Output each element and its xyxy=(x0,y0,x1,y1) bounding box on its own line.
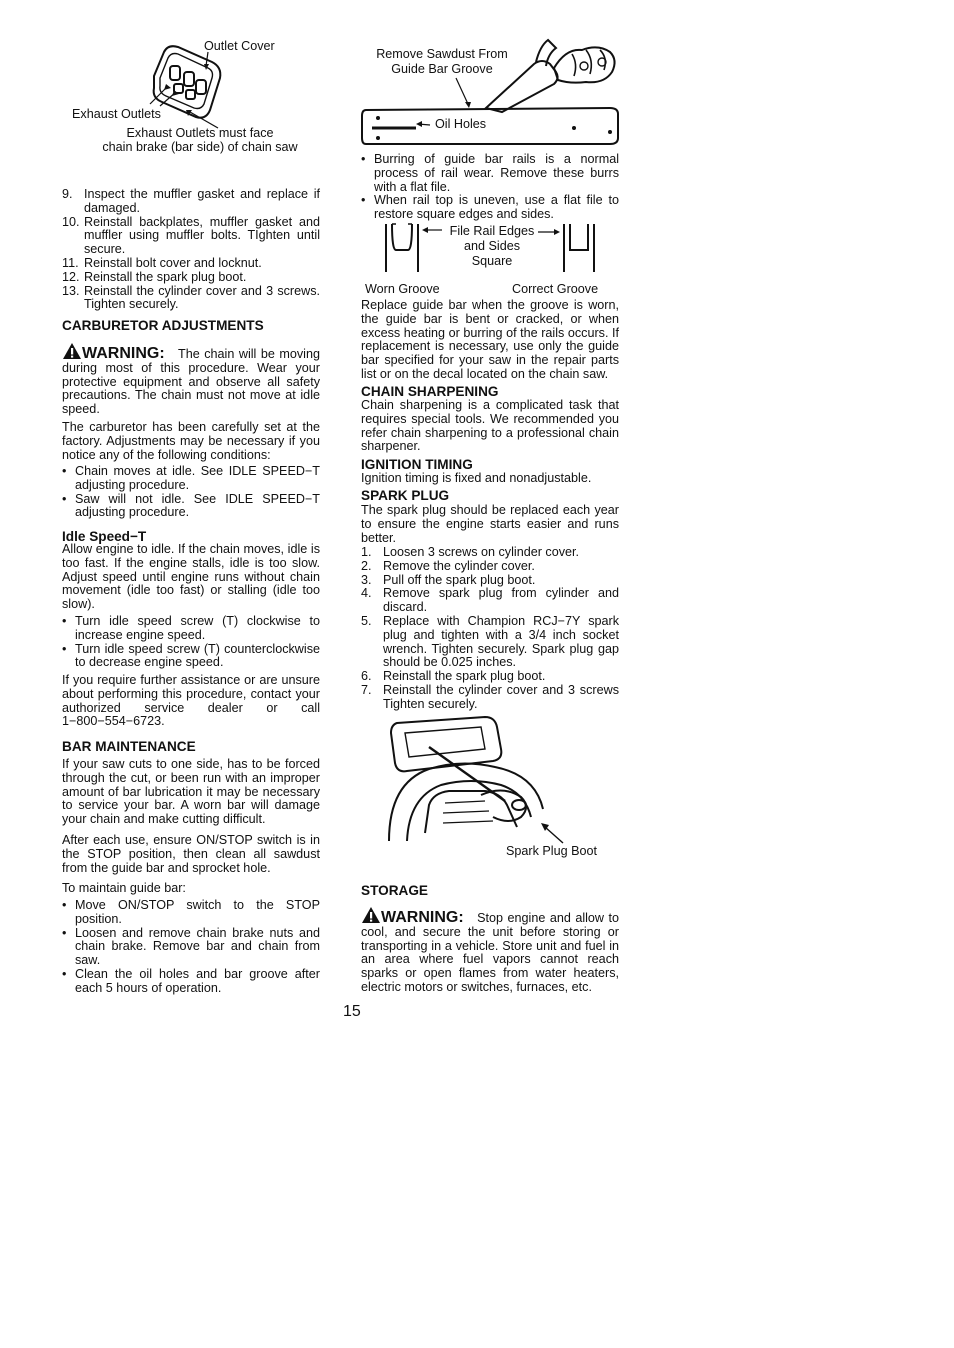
idle-speed-list xyxy=(62,615,320,670)
step-text: Replace with Champion RCJ−7Y spark plug and tighten with a 3/4 inch socket wrench. Tighten securely. Spark plug gap should be 0.025 inches. xyxy=(383,613,619,670)
replace-guide-bar-text: Replace guide bar when the groove is worn, the guide bar is bent or cracked, or when excess heating or burring of the rails occurs. If replacement is necessary, use only the guide bar specified for your saw in the repair parts list or on the decal located on the chain saw. xyxy=(361,298,619,381)
step-item xyxy=(361,560,619,574)
bullet-item: • Clean the oil holes and bar groove after each 5 hours of operation. xyxy=(62,968,320,996)
step-item xyxy=(62,257,320,271)
bullet-item: • Burring of guide bar rails is a normal process of rail wear. Remove these burrs with a flat file. xyxy=(361,153,619,194)
spark-plug-steps-list xyxy=(361,546,619,712)
step-text: Loosen 3 screws on cylinder cover. xyxy=(383,545,580,559)
carburetor-conditions-list xyxy=(62,465,320,520)
ignition-timing-heading: IGNITION TIMING xyxy=(361,457,473,472)
muffler-caption-line1: Exhaust Outlets must face xyxy=(126,126,274,140)
bullet-item: • Saw will not idle. See IDLE SPEED−T adjusting procedure. xyxy=(62,493,320,521)
bar-maintenance-p1: If your saw cuts to one side, has to be forced through the cut, or been run with an improper amount of bar lubrication it may be necessary to service your bar. A worn bar will damage your chain and make cutting difficult. xyxy=(62,757,320,827)
step-text: Reinstall the cylinder cover and 3 screws Tighten securely. xyxy=(383,682,619,711)
label-file-line3: Square xyxy=(471,254,513,268)
label-remove-line1: Remove Sawdust From xyxy=(376,47,508,61)
label-worn-groove: Worn Groove xyxy=(365,282,440,296)
carburetor-warning-text: The chain will be moving during most of this procedure. Wear your protective equipment and observe all safety precautions. The chain must not move at idle speed. xyxy=(62,347,320,417)
step-number: 5. xyxy=(361,613,372,628)
step-number: 4. xyxy=(361,586,372,601)
step-text: Reinstall the spark plug boot. xyxy=(84,269,247,284)
bar-maintenance-list xyxy=(62,899,320,996)
bar-maintenance-p3: To maintain guide bar: xyxy=(62,881,186,895)
step-number: 7. xyxy=(361,682,372,697)
storage-heading: STORAGE xyxy=(361,883,428,898)
step-number: 11. xyxy=(62,255,79,270)
warning-triangle-icon xyxy=(62,342,82,360)
step-number: 9. xyxy=(62,187,73,201)
step-item xyxy=(361,670,619,684)
step-text: Remove the cylinder cover. xyxy=(383,558,535,573)
step-text: Pull off the spark plug boot. xyxy=(383,572,536,587)
chain-sharpening-heading: CHAIN SHARPENING xyxy=(361,384,499,399)
bullet-item: • Turn idle speed screw (T) counterclockwise to decrease engine speed. xyxy=(62,643,320,671)
bullet-item: • Move ON/STOP switch to the STOP position. xyxy=(62,899,320,927)
step-number: 3. xyxy=(361,572,372,587)
step-item xyxy=(62,271,320,285)
label-remove-sawdust xyxy=(362,47,522,77)
guide-bar-burring-list xyxy=(361,153,619,222)
spark-plug-text: The spark plug should be replaced each year to ensure the engine starts easier and runs better. xyxy=(361,503,619,545)
step-text: Reinstall backplates, muffler gasket and muffler using muffler bolts. TIghten until secure. xyxy=(84,214,320,257)
step-item xyxy=(62,285,320,313)
step-item xyxy=(62,216,320,257)
label-remove-line2: Guide Bar Groove xyxy=(391,62,493,76)
step-text: Remove spark plug from cylinder and discard. xyxy=(383,586,619,615)
step-text: Reinstall the cylinder cover and 3 screws. Tighten securely. xyxy=(84,283,320,312)
storage-warning xyxy=(361,906,619,995)
idle-speed-text: Allow engine to idle. If the chain moves, idle is too fast. If the engine stalls, idle is too slow. Adjust speed until engine runs without chain movement (idle too fast) or stalling (idle too slow). xyxy=(62,542,320,612)
step-number: 2. xyxy=(361,558,372,573)
bar-maintenance-heading: BAR MAINTENANCE xyxy=(62,739,196,754)
muffler-caption-line2: chain brake (bar side) of chain saw xyxy=(102,140,298,154)
page-number: 15 xyxy=(343,1003,361,1020)
muffler-steps-list xyxy=(62,188,320,312)
step-item xyxy=(361,615,619,670)
storage-warning-text: Stop engine and allow to cool, and secure the unit before storing or transporting in a vehicle. Store unit and fuel in an area where fuel vapors cannot reach sparks or open flames from water heaters, electric motors or switches, furnaces, etc. xyxy=(361,911,620,994)
chain-sharpening-text: Chain sharpening is a complicated task that requires special tools. We recommended you refer chain sharpening to a professional chain sharpener. xyxy=(361,398,619,454)
muffler-caption xyxy=(62,126,338,154)
bullet-item: • When rail top is uneven, use a flat file to restore square edges and sides. xyxy=(361,194,619,222)
step-text: Inspect the muffler gasket and replace if damaged. xyxy=(84,187,320,215)
carburetor-heading: CARBURETOR ADJUSTMENTS xyxy=(62,318,264,333)
step-number: 13. xyxy=(62,283,80,298)
label-outlet-cover: Outlet Cover xyxy=(204,39,275,53)
step-number: 1. xyxy=(361,545,372,559)
label-correct-groove: Correct Groove xyxy=(512,282,599,296)
warning-label: WARNING: xyxy=(82,345,165,362)
bullet-item: • Chain moves at idle. See IDLE SPEED−T adjusting procedure. xyxy=(62,465,320,493)
label-file-rail-edges xyxy=(437,224,547,269)
carburetor-intro: The carburetor has been carefully set at the factory. Adjustments may be necessary if you notice any of the following conditions: xyxy=(62,420,320,462)
spark-plug-illustration xyxy=(385,713,575,853)
spark-plug-heading: SPARK PLUG xyxy=(361,488,450,503)
step-number: 10. xyxy=(62,214,80,229)
bullet-item: • Loosen and remove chain brake nuts and chain brake. Remove bar and chain from saw. xyxy=(62,927,320,968)
step-item xyxy=(361,574,619,588)
step-text: Reinstall the spark plug boot. xyxy=(383,669,546,684)
label-file-line2: and Sides xyxy=(463,239,520,253)
step-item xyxy=(361,546,619,560)
step-item xyxy=(361,684,619,712)
ignition-timing-text: Ignition timing is fixed and nonadjustable. xyxy=(361,471,592,485)
assistance-text: If you require further assistance or are unsure about performing this procedure, contact your authorized service dealer or call 1−800−554−6723. xyxy=(62,673,320,729)
step-text: Reinstall bolt cover and locknut. xyxy=(84,255,262,270)
carburetor-warning xyxy=(62,342,320,417)
step-item xyxy=(361,587,619,615)
label-spark-plug-boot: Spark Plug Boot xyxy=(506,844,598,858)
warning-label: WARNING: xyxy=(381,909,464,926)
idle-speed-heading: Idle Speed−T xyxy=(62,529,147,544)
step-number: 12. xyxy=(62,269,80,284)
label-file-line1: File Rail Edges xyxy=(449,224,535,238)
step-number: 6. xyxy=(361,669,372,684)
step-item xyxy=(62,188,320,216)
warning-triangle-icon xyxy=(361,906,381,924)
muffler-illustration xyxy=(140,40,250,140)
label-oil-holes: Oil Holes xyxy=(435,117,487,131)
label-exhaust-outlets: Exhaust Outlets xyxy=(72,107,161,121)
bar-maintenance-p2: After each use, ensure ON/STOP switch is in the STOP position, then clean all sawdust from the guide bar and sprocket hole. xyxy=(62,833,320,875)
bullet-item: • Turn idle speed screw (T) clockwise to increase engine speed. xyxy=(62,615,320,643)
